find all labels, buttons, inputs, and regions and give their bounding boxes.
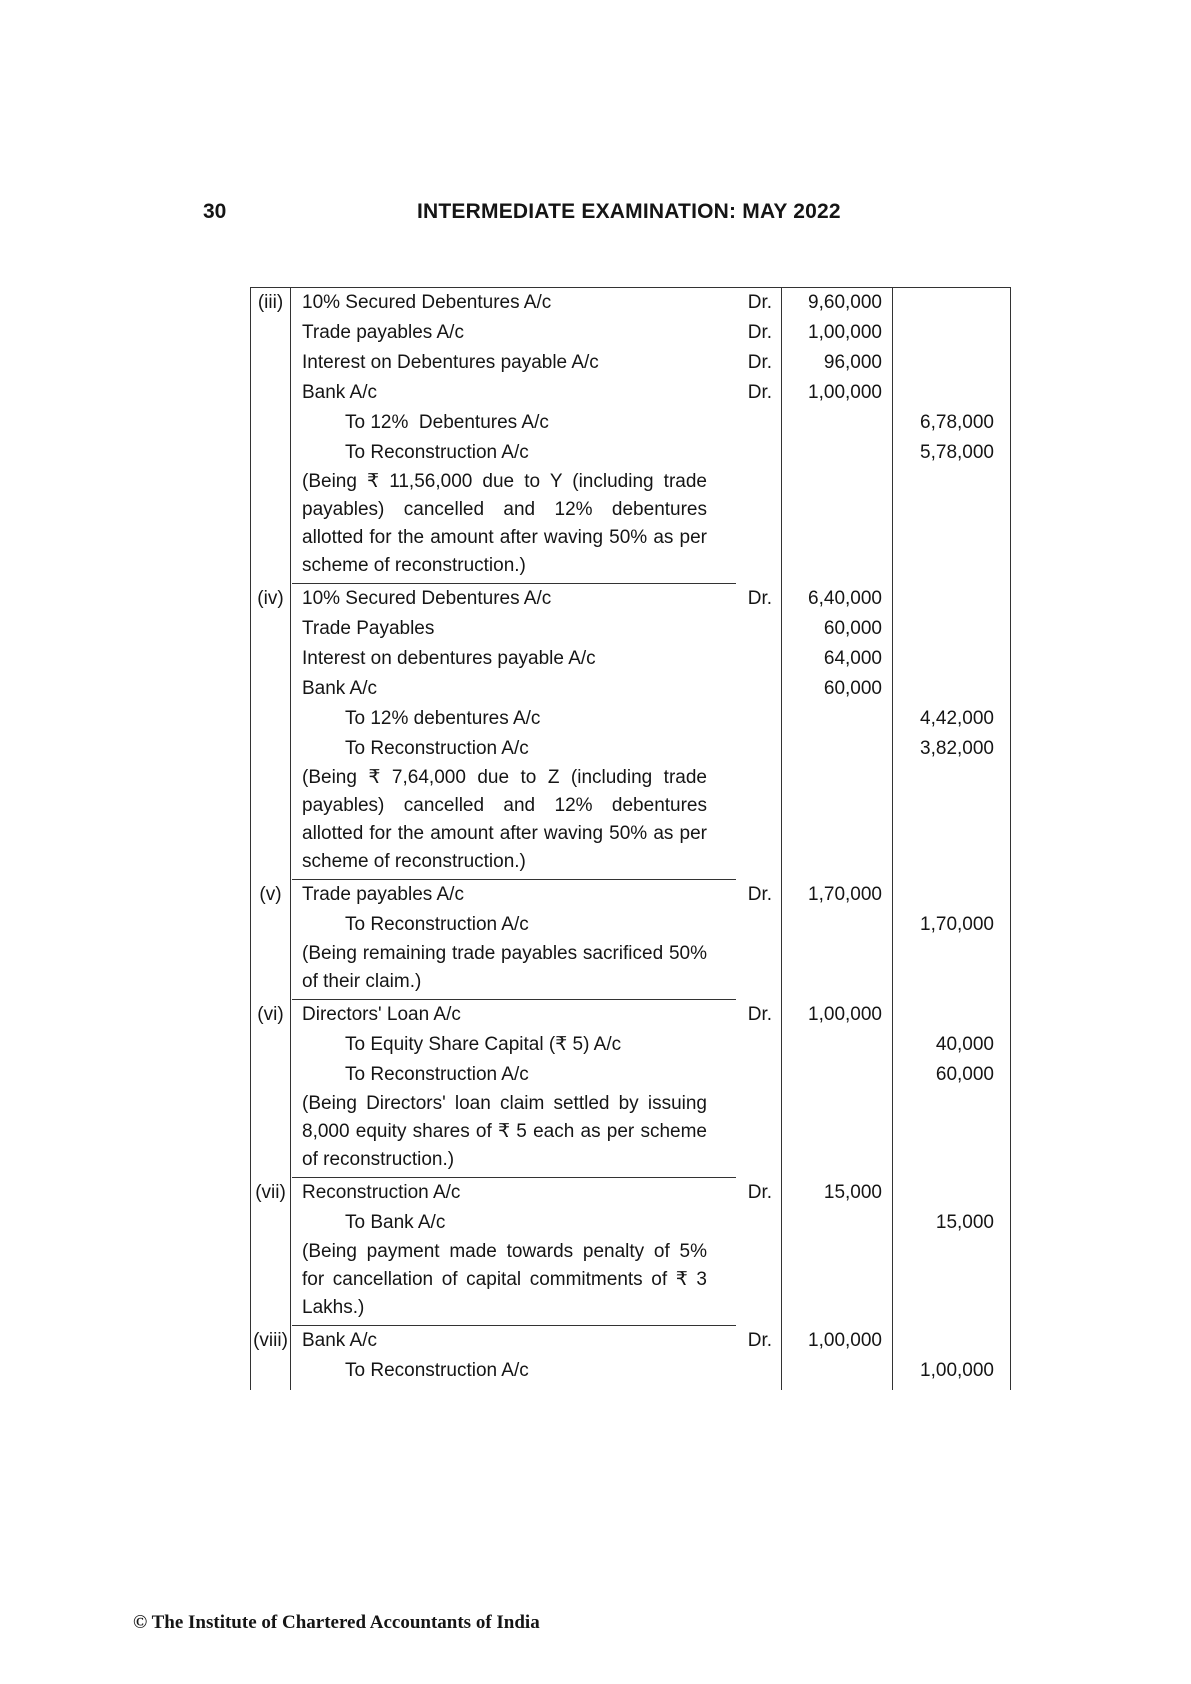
- account-name: 10% Secured Debentures A/c: [302, 588, 552, 609]
- dr-label: Dr.: [747, 588, 772, 609]
- account-name: Bank A/c: [302, 678, 377, 699]
- credit-amount: [893, 348, 1010, 378]
- copyright-footer: © The Institute of Chartered Accountants of India: [133, 1612, 540, 1633]
- account-line: [291, 704, 781, 734]
- debit-amount: [782, 438, 892, 468]
- account-name: To Bank A/c: [345, 1212, 446, 1233]
- dr-label: Dr.: [747, 884, 772, 905]
- debit-column: [782, 880, 893, 1000]
- debit-amount: [782, 704, 892, 734]
- debit-amount: 1,00,000: [808, 1330, 882, 1351]
- account-line: [291, 614, 781, 644]
- account-line: [291, 1178, 781, 1208]
- debit-amount: [782, 1356, 892, 1386]
- account-line: [291, 734, 781, 764]
- journal-entry: [251, 880, 1010, 1000]
- entry-number: (vii): [255, 1182, 286, 1203]
- debit-amount: 6,40,000: [808, 588, 882, 609]
- entry-number-column: [251, 1178, 291, 1326]
- credit-amount: [893, 584, 1010, 614]
- debit-amount: 1,00,000: [808, 322, 882, 343]
- credit-amount: 15,000: [935, 1212, 994, 1233]
- debit-column: [782, 288, 893, 584]
- debit-amount: 96,000: [823, 352, 882, 373]
- account-line: [291, 1326, 781, 1356]
- debit-column: [782, 584, 893, 880]
- credit-amount: [893, 288, 1010, 318]
- account-name: Trade Payables: [302, 618, 435, 639]
- entry-number-column: [251, 288, 291, 584]
- credit-amount: [893, 1178, 1010, 1208]
- journal-entry: [251, 1000, 1010, 1178]
- dr-label: Dr.: [747, 1330, 772, 1351]
- credit-amount: [893, 378, 1010, 408]
- debit-amount: 60,000: [823, 618, 882, 639]
- account-name: To Reconstruction A/c: [345, 914, 529, 935]
- credit-amount: [893, 1326, 1010, 1356]
- particulars-column: [291, 584, 782, 880]
- dr-label: Dr.: [747, 352, 772, 373]
- page-title: INTERMEDIATE EXAMINATION: MAY 2022: [417, 200, 841, 223]
- debit-amount: [782, 1030, 892, 1060]
- credit-amount: 5,78,000: [920, 442, 994, 463]
- account-line: [291, 1000, 781, 1030]
- account-name: To Equity Share Capital (₹ 5) A/c: [345, 1034, 622, 1055]
- credit-column: [893, 288, 1010, 584]
- credit-amount: 60,000: [935, 1064, 994, 1085]
- narration: (Being ₹ 11,56,000 due to Y (including trade payables) cancelled and 12% debentures allotted for the amount after waving 50% as per scheme of reconstruction.): [302, 471, 707, 576]
- debit-amount: 15,000: [823, 1182, 882, 1203]
- journal-entry: [251, 1326, 1010, 1390]
- account-name: To 12% debentures A/c: [345, 708, 541, 729]
- entry-number: (iv): [257, 588, 284, 609]
- account-line: [291, 1208, 781, 1238]
- journal-entry: [251, 1178, 1010, 1326]
- credit-amount: [893, 880, 1010, 910]
- entry-number-column: [251, 584, 291, 880]
- dr-label: Dr.: [747, 292, 772, 313]
- entry-number: (vi): [257, 1004, 284, 1025]
- account-line: [291, 644, 781, 674]
- account-line: [291, 288, 781, 318]
- account-line: [291, 1030, 781, 1060]
- dr-label: Dr.: [747, 322, 772, 343]
- account-line: [291, 408, 781, 438]
- debit-amount: [782, 1060, 892, 1090]
- dr-label: Dr.: [747, 1182, 772, 1203]
- credit-column: [893, 1000, 1010, 1178]
- debit-amount: 1,70,000: [808, 884, 882, 905]
- credit-column: [893, 1326, 1010, 1390]
- credit-amount: 1,70,000: [920, 914, 994, 935]
- account-line: [291, 1356, 781, 1386]
- credit-column: [893, 584, 1010, 880]
- journal-entry: [251, 584, 1010, 880]
- entry-number-column: [251, 1000, 291, 1178]
- credit-amount: 1,00,000: [920, 1360, 994, 1381]
- debit-amount: [782, 910, 892, 940]
- credit-amount: [893, 318, 1010, 348]
- credit-amount: 40,000: [935, 1034, 994, 1055]
- account-name: Bank A/c: [302, 382, 377, 403]
- credit-column: [893, 1178, 1010, 1326]
- particulars-column: [291, 1326, 782, 1390]
- particulars-column: [291, 1000, 782, 1178]
- debit-amount: [782, 734, 892, 764]
- account-name: To Reconstruction A/c: [345, 738, 529, 759]
- particulars-column: [291, 880, 782, 1000]
- debit-amount: 1,00,000: [808, 382, 882, 403]
- account-name: Trade payables A/c: [302, 884, 464, 905]
- account-name: Directors' Loan A/c: [302, 1004, 461, 1025]
- particulars-column: [291, 1178, 782, 1326]
- dr-label: Dr.: [747, 1004, 772, 1025]
- account-line: [291, 674, 781, 704]
- account-line: [291, 584, 781, 614]
- account-line: [291, 910, 781, 940]
- particulars-column: [291, 288, 782, 584]
- entry-number-column: [251, 1326, 291, 1390]
- debit-amount: 9,60,000: [808, 292, 882, 313]
- account-name: To 12% Debentures A/c: [345, 412, 549, 433]
- account-name: 10% Secured Debentures A/c: [302, 292, 552, 313]
- narration: (Being Directors' loan claim settled by issuing 8,000 equity shares of ₹ 5 each as per scheme of reconstruction.): [302, 1093, 707, 1170]
- journal-entry: [251, 288, 1010, 584]
- account-name: Bank A/c: [302, 1330, 377, 1351]
- account-name: Reconstruction A/c: [302, 1182, 461, 1203]
- narration: (Being remaining trade payables sacrificed 50% of their claim.): [302, 943, 707, 992]
- account-name: To Reconstruction A/c: [345, 1064, 529, 1085]
- account-name: Interest on debentures payable A/c: [302, 648, 596, 669]
- entry-number-column: [251, 880, 291, 1000]
- credit-amount: 4,42,000: [920, 708, 994, 729]
- account-name: Interest on Debentures payable A/c: [302, 352, 599, 373]
- credit-amount: 3,82,000: [920, 738, 994, 759]
- entry-number: (viii): [253, 1330, 288, 1351]
- account-line: [291, 880, 781, 910]
- dr-label: Dr.: [747, 382, 772, 403]
- page-number: 30: [203, 200, 227, 223]
- entry-number: (v): [259, 884, 282, 905]
- debit-amount: 64,000: [823, 648, 882, 669]
- narration: (Being ₹ 7,64,000 due to Z (including trade payables) cancelled and 12% debentures allotted for the amount after waving 50% as per scheme of reconstruction.): [302, 767, 707, 872]
- debit-column: [782, 1000, 893, 1178]
- journal-table: [250, 287, 1011, 1390]
- credit-amount: 6,78,000: [920, 412, 994, 433]
- debit-amount: [782, 1208, 892, 1238]
- debit-amount: 60,000: [823, 678, 882, 699]
- account-name: Trade payables A/c: [302, 322, 464, 343]
- account-line: [291, 438, 781, 468]
- account-name: To Reconstruction A/c: [345, 442, 529, 463]
- debit-amount: [782, 408, 892, 438]
- debit-amount: 1,00,000: [808, 1004, 882, 1025]
- narration: (Being payment made towards penalty of 5% for cancellation of capital commitments of ₹ 3 Lakhs.): [302, 1241, 707, 1318]
- entry-number: (iii): [257, 292, 284, 313]
- account-line: [291, 348, 781, 378]
- account-line: [291, 378, 781, 408]
- account-line: [291, 318, 781, 348]
- credit-amount: [893, 644, 1010, 674]
- credit-amount: [893, 674, 1010, 704]
- credit-column: [893, 880, 1010, 1000]
- account-name: To Reconstruction A/c: [345, 1360, 529, 1381]
- account-line: [291, 1060, 781, 1090]
- page-header: [0, 200, 1191, 226]
- credit-amount: [893, 614, 1010, 644]
- debit-column: [782, 1178, 893, 1326]
- credit-amount: [893, 1000, 1010, 1030]
- debit-column: [782, 1326, 893, 1390]
